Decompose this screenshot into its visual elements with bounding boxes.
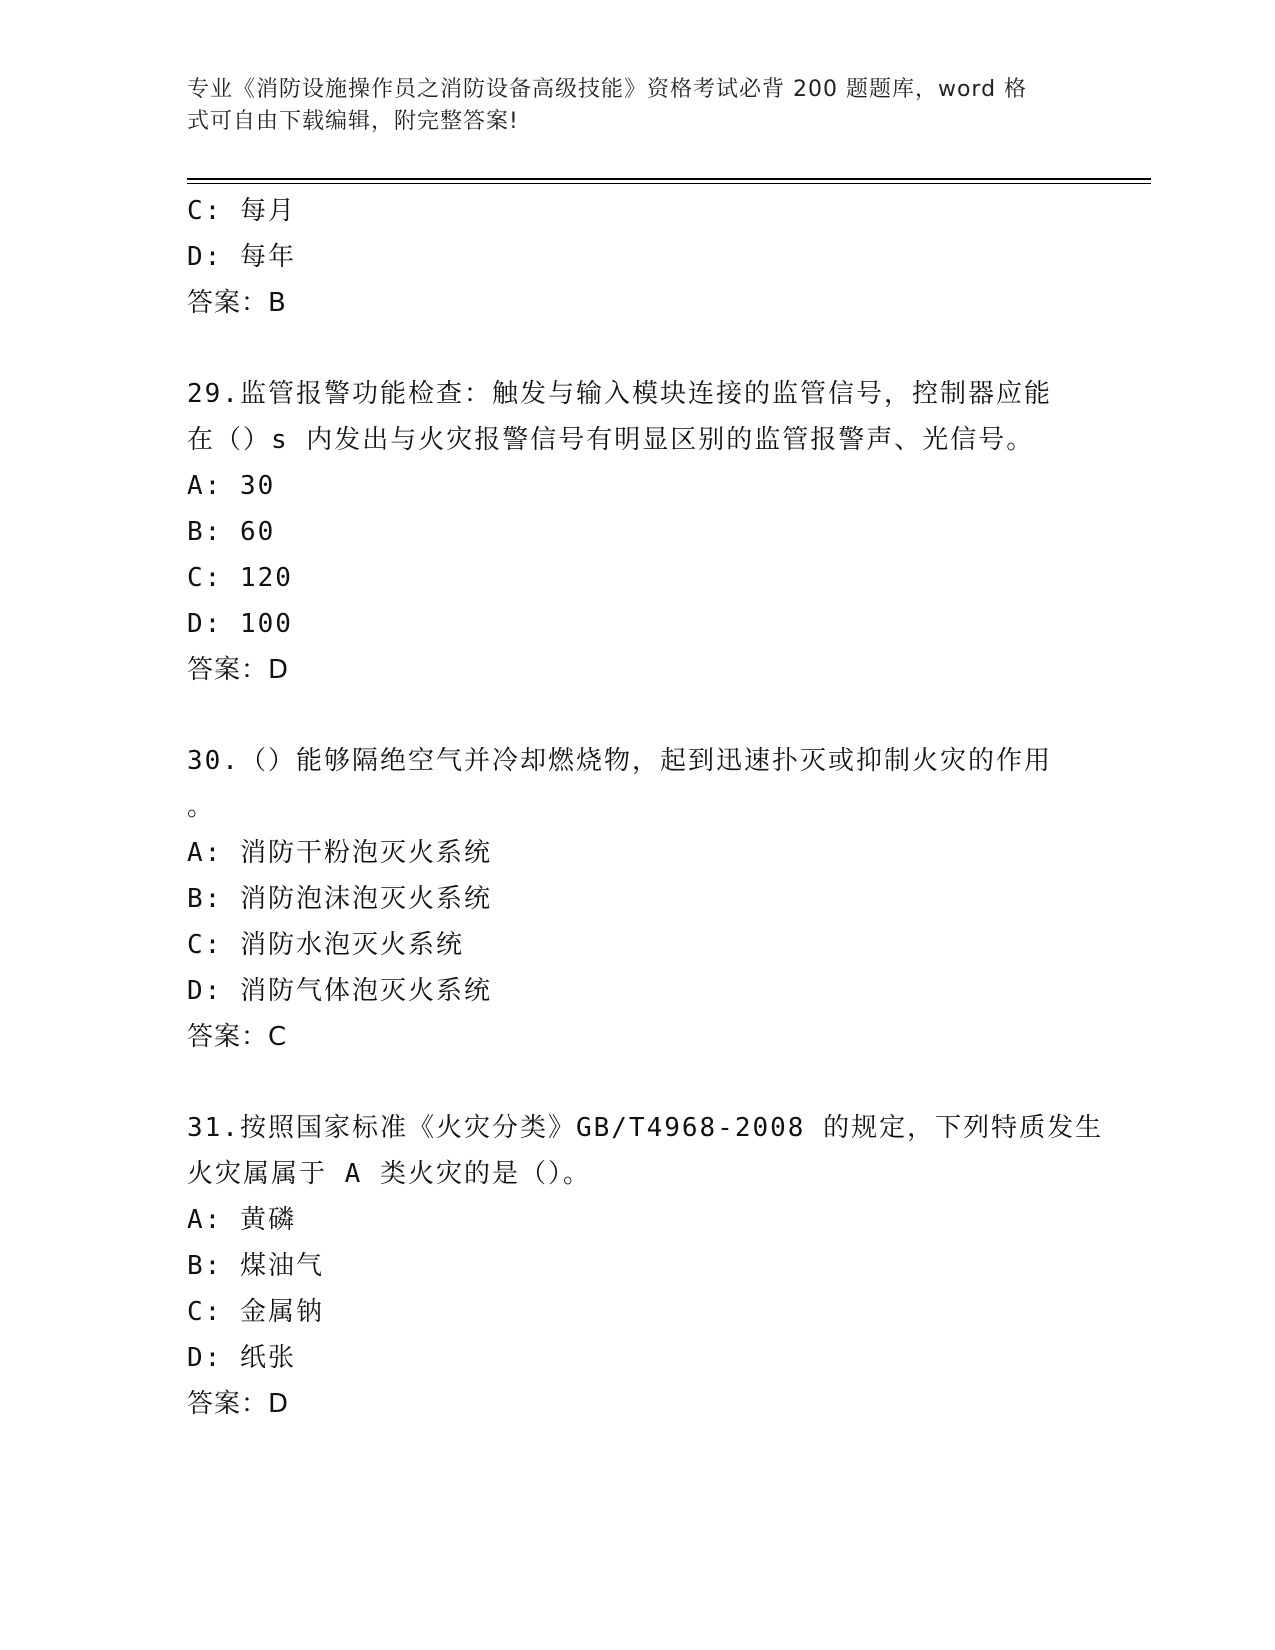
question-28-tail	[187, 188, 1077, 326]
header-rule-thick	[187, 178, 1151, 180]
q30-stem-line-1: 30.（）能够隔绝空气并冷却燃烧物，起到迅速扑灭或抑制火灾的作用	[187, 746, 1052, 776]
q31-answer: 答案：D	[187, 1389, 290, 1419]
q29-stem-line-1: 29.监管报警功能检查：触发与输入模块连接的监管信号，控制器应能	[187, 379, 1052, 409]
q29-stem-line-2: 在（）s 内发出与火灾报警信号有明显区别的监管报警声、光信号。	[187, 425, 1035, 455]
spacer	[187, 693, 1077, 738]
header-line-2: 式可自由下载编辑，附完整答案!	[187, 109, 519, 134]
spacer	[187, 326, 1077, 371]
q29-option-d: D: 100	[187, 609, 293, 639]
question-29	[187, 371, 1077, 693]
page-header	[187, 74, 1067, 138]
q31-option-b: B: 煤油气	[187, 1251, 324, 1281]
q30-option-c: C: 消防水泡灭火系统	[187, 930, 464, 960]
q31-option-c: C: 金属钠	[187, 1297, 324, 1327]
q31-option-a: A: 黄磷	[187, 1205, 296, 1235]
q30-option-b: B: 消防泡沫泡灭火系统	[187, 884, 492, 914]
q28-option-c: C: 每月	[187, 196, 296, 226]
q29-option-a: A: 30	[187, 471, 276, 501]
header-line-1: 专业《消防设施操作员之消防设备高级技能》资格考试必背 200 题题库，word 格	[187, 77, 1028, 102]
q31-stem-line-1: 31.按照国家标准《火灾分类》GB/T4968-2008 的规定，下列特质发生	[187, 1113, 1104, 1143]
q30-stem-line-2: 。	[187, 792, 216, 822]
q28-option-d: D: 每年	[187, 242, 296, 272]
question-31	[187, 1105, 1104, 1427]
header-rule-thin	[187, 183, 1151, 184]
q28-answer: 答案：B	[187, 288, 287, 318]
q30-answer: 答案：C	[187, 1022, 288, 1052]
q31-stem-line-2: 火灾属属于 A 类火灾的是（）。	[187, 1159, 591, 1189]
question-30	[187, 738, 1077, 1060]
spacer	[187, 1060, 1077, 1105]
document-content	[187, 188, 1104, 1427]
q29-option-c: C: 120	[187, 563, 293, 593]
q30-option-a: A: 消防干粉泡灭火系统	[187, 838, 492, 868]
q30-option-d: D: 消防气体泡灭火系统	[187, 976, 492, 1006]
q29-option-b: B: 60	[187, 517, 276, 547]
q29-answer: 答案：D	[187, 655, 290, 685]
q31-option-d: D: 纸张	[187, 1343, 296, 1373]
